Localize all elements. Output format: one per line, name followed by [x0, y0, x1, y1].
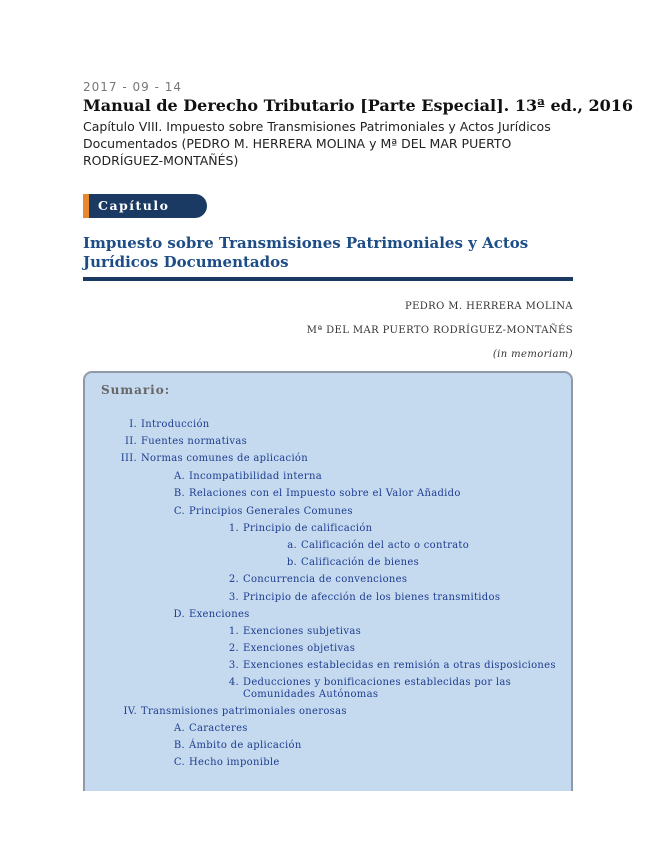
toc-link[interactable]: Concurrencia de convenciones [243, 574, 408, 585]
toc-marker: b. [286, 557, 297, 568]
toc-marker: C. [173, 506, 185, 517]
toc-link[interactable]: Fuentes normativas [141, 436, 248, 447]
chapter-divider [83, 277, 573, 281]
summary-heading: Sumario: [101, 383, 171, 397]
toc-link[interactable]: Exenciones [189, 609, 250, 620]
toc-link[interactable]: Incompatibilidad interna [189, 471, 322, 482]
toc-marker: A. [173, 723, 185, 734]
author-note: (in memoriam) [492, 349, 573, 360]
toc-link[interactable]: Calificación de bienes [301, 557, 420, 568]
summary-box [83, 371, 573, 791]
toc-link[interactable]: Transmisiones patrimoniales onerosas [141, 706, 347, 717]
document-title: Manual de Derecho Tributario [Parte Especial]. 13ª ed., 2016 [83, 96, 634, 115]
author-name: PEDRO M. HERRERA MOLINA [404, 301, 573, 312]
toc-marker: IV. [123, 706, 137, 717]
toc-link[interactable]: Caracteres [189, 723, 248, 734]
toc-marker: 1. [228, 626, 239, 637]
toc-link[interactable]: Exenciones subjetivas [243, 626, 362, 637]
toc-link[interactable]: Exenciones establecidas en remisión a otras disposiciones [243, 660, 556, 671]
toc-link[interactable]: Principios Generales Comunes [189, 506, 353, 517]
toc-link[interactable]: Principio de afección de los bienes transmitidos [243, 592, 501, 603]
toc-link[interactable]: Principio de calificación [243, 523, 373, 534]
toc-marker: A. [173, 471, 185, 482]
toc-marker: 4. [228, 677, 239, 688]
toc-marker: 3. [228, 592, 239, 603]
toc-marker: C. [173, 757, 185, 768]
toc-link[interactable]: Normas comunes de aplicación [141, 453, 308, 464]
document-subtitle: Capítulo VIII. Impuesto sobre Transmisiones Patrimoniales y Actos Jurídicos Documentados (PEDRO M. HERRERA MOLINA y Mª DEL MAR PUERTO RODRÍGUEZ-MONTAÑÉS) [83, 119, 551, 168]
toc-marker: B. [173, 488, 185, 499]
toc-link[interactable]: Relaciones con el Impuesto sobre el Valor Añadido [189, 488, 461, 499]
document-date: 2017 - 09 - 14 [83, 80, 182, 94]
toc-marker: a. [287, 540, 297, 551]
toc-link[interactable]: Calificación del acto o contrato [301, 540, 470, 551]
chapter-badge: Capítulo VIII [83, 194, 207, 218]
toc-link[interactable]: Hecho imponible [189, 757, 280, 768]
toc-marker: I. [129, 419, 137, 430]
toc-link[interactable]: Deducciones y bonificaciones establecidas por las Comunidades Autónomas [243, 677, 512, 700]
toc-marker: D. [173, 609, 185, 620]
author-name: Mª DEL MAR PUERTO RODRÍGUEZ-MONTAÑÉS [306, 325, 573, 336]
toc-marker: 2. [228, 643, 239, 654]
toc-marker: 2. [228, 574, 239, 585]
toc-marker: B. [173, 740, 185, 751]
toc-link[interactable]: Exenciones objetivas [243, 643, 356, 654]
toc-marker: II. [125, 436, 137, 447]
toc-link[interactable]: Introducción [141, 419, 210, 430]
toc-marker: III. [120, 453, 137, 464]
toc-link[interactable]: Ámbito de aplicación [189, 740, 302, 751]
chapter-title: Impuesto sobre Transmisiones Patrimoniales y Actos Jurídicos Documentados [83, 234, 529, 271]
toc-marker: 3. [228, 660, 239, 671]
toc-marker: 1. [228, 523, 239, 534]
